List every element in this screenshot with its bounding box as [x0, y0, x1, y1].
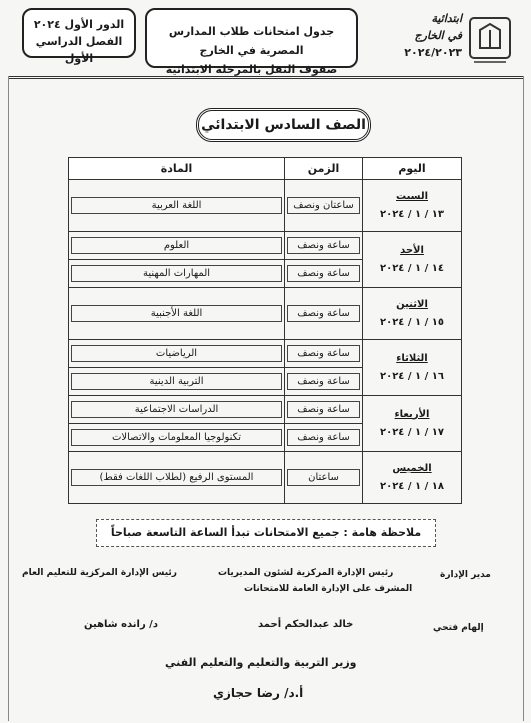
- time-cell: [285, 340, 363, 368]
- table-header-row: [69, 158, 462, 180]
- day-cell: [363, 232, 462, 288]
- day-cell: [363, 396, 462, 452]
- time-value: ساعتان: [287, 469, 360, 486]
- subject-cell: [69, 396, 285, 424]
- central-head-subtitle: المشرف على الإدارة العامة للامتحانات: [244, 584, 413, 594]
- minister-title: وزير التربية والتعليم والتعليم الفني: [165, 656, 357, 669]
- round-info-box: [22, 8, 136, 65]
- grade-title: الصف السادس الابتدائي: [196, 108, 371, 142]
- day-date: ١٧ / ١ / ٢٠٢٤: [380, 426, 444, 438]
- subject-value: التربية الدينية: [71, 373, 282, 390]
- director-name: إلهام فتحي: [433, 623, 484, 633]
- time-cell: [285, 424, 363, 452]
- day-cell: [363, 452, 462, 504]
- day-date: ١٥ / ١ / ٢٠٢٤: [380, 316, 444, 328]
- header-divider: [8, 76, 524, 79]
- term-label: الفصل الدراسي الأول: [35, 35, 123, 65]
- issuer-text: [362, 10, 462, 61]
- day-date: ١٦ / ١ / ٢٠٢٤: [380, 370, 444, 382]
- central-head-title: رئيس الإدارة المركزية لشئون المديريات: [218, 568, 394, 578]
- exam-table-body: [69, 180, 462, 504]
- subject-cell: [69, 340, 285, 368]
- day-name: الأربعاء: [394, 408, 430, 420]
- subject-value: اللغة الأجنبية: [71, 305, 282, 322]
- schedule-title: جدول امتحانات طلاب المدارس المصرية في الخارج: [168, 25, 335, 57]
- subject-cell: [69, 232, 285, 260]
- table-row: [69, 452, 462, 504]
- schedule-title-box: [145, 8, 358, 76]
- day-cell: [363, 288, 462, 340]
- time-value: ساعة ونصف: [287, 401, 360, 418]
- table-row: [69, 232, 462, 260]
- col-time-header: الزمن: [285, 158, 363, 180]
- director-title: مدير الإدارة: [440, 570, 491, 580]
- subject-value: الدراسات الاجتماعية: [71, 401, 282, 418]
- day-name: السبت: [395, 190, 429, 202]
- day-name: الخميس: [392, 462, 432, 474]
- subject-value: اللغة العربية: [71, 197, 282, 214]
- day-cell: [363, 180, 462, 232]
- left-border: [8, 76, 9, 721]
- day-date: ١٣ / ١ / ٢٠٢٤: [380, 208, 444, 220]
- exam-table: [68, 157, 462, 504]
- issuer-line1: ابتدائية: [431, 12, 462, 25]
- subject-value: الرياضيات: [71, 345, 282, 362]
- time-value: ساعة ونصف: [287, 237, 360, 254]
- time-value: ساعة ونصف: [287, 265, 360, 282]
- subject-value: المستوى الرفيع (لطلاب اللغات فقط): [71, 469, 282, 486]
- subject-cell: [69, 424, 285, 452]
- issuer-year: ٢٠٢٤/٢٠٢٣: [404, 46, 462, 59]
- day-name: الاثنين: [396, 298, 428, 310]
- time-value: ساعة ونصف: [287, 305, 360, 322]
- central-head-name: خالد عبدالحكم أحمد: [258, 619, 354, 630]
- ministry-logo-icon: [466, 14, 514, 66]
- important-note: ملاحظة هامة : جميع الامتحانات تبدأ الساعة التاسعة صباحاً: [96, 519, 436, 547]
- table-row: [69, 396, 462, 424]
- time-value: ساعة ونصف: [287, 345, 360, 362]
- time-cell: [285, 232, 363, 260]
- schedule-subtitle: صفوف النقل بالمرحلة الابتدائية: [165, 63, 338, 76]
- day-name: الأحد: [400, 244, 424, 256]
- issuer-line2: في الخارج: [414, 29, 462, 42]
- day-cell: [363, 340, 462, 396]
- time-cell: [285, 180, 363, 232]
- subject-value: العلوم: [71, 237, 282, 254]
- subject-value: المهارات المهنية: [71, 265, 282, 282]
- time-cell: [285, 288, 363, 340]
- day-date: ١٨ / ١ / ٢٠٢٤: [380, 480, 444, 492]
- table-row: [69, 340, 462, 368]
- time-cell: [285, 368, 363, 396]
- day-date: ١٤ / ١ / ٢٠٢٤: [380, 262, 444, 274]
- time-value: ساعة ونصف: [287, 373, 360, 390]
- minister-name: أ.د/ رضا حجازي: [213, 686, 304, 700]
- subject-cell: [69, 368, 285, 396]
- time-cell: [285, 396, 363, 424]
- right-border: [523, 76, 524, 721]
- time-value: ساعة ونصف: [287, 429, 360, 446]
- subject-value: تكنولوجيا المعلومات والاتصالات: [71, 429, 282, 446]
- subject-cell: [69, 288, 285, 340]
- general-edu-title: رئيس الإدارة المركزية للتعليم العام: [22, 568, 177, 578]
- round-label: الدور الأول ٢٠٢٤: [33, 18, 125, 31]
- subject-cell: [69, 260, 285, 288]
- table-row: [69, 180, 462, 232]
- col-subject-header: المادة: [69, 158, 285, 180]
- subject-cell: [69, 452, 285, 504]
- subject-cell: [69, 180, 285, 232]
- day-name: الثلاثاء: [396, 352, 428, 364]
- time-value: ساعتان ونصف: [287, 197, 360, 214]
- col-day-header: اليوم: [363, 158, 462, 180]
- general-edu-name: د/ رانده شاهين: [84, 619, 158, 630]
- time-cell: [285, 260, 363, 288]
- table-row: [69, 288, 462, 340]
- time-cell: [285, 452, 363, 504]
